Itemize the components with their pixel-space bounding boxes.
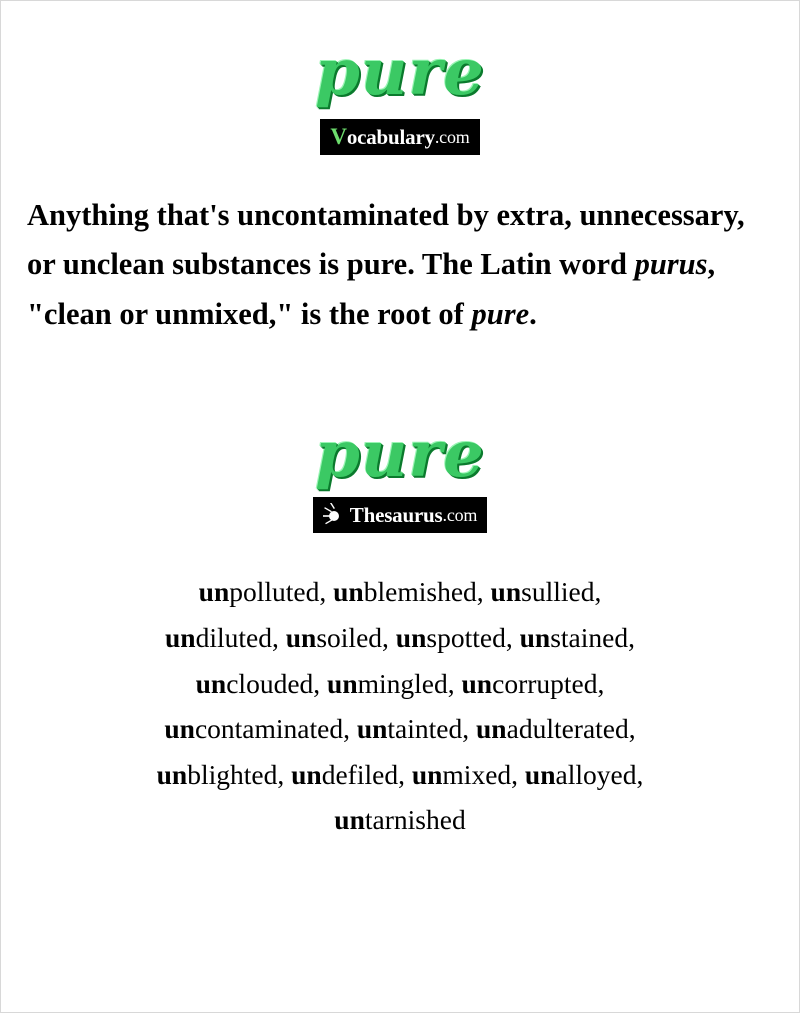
synonym-prefix: un <box>164 713 195 745</box>
synonym-separator: , <box>319 576 334 608</box>
synonym-prefix: un <box>524 758 556 790</box>
synonym-item[interactable] <box>165 622 272 653</box>
synonym-prefix: un <box>519 621 551 653</box>
synonym-stem: tainted <box>387 713 463 745</box>
synonym-stem: stained <box>550 621 629 653</box>
synonym-item[interactable] <box>357 713 462 744</box>
synonym-stem: sullied <box>521 576 595 608</box>
synonym-prefix: un <box>285 621 317 653</box>
synonym-item[interactable] <box>291 759 398 790</box>
synonym-item[interactable] <box>491 576 595 607</box>
synonym-line <box>47 569 753 615</box>
synonym-list <box>47 569 753 843</box>
thesaurus-word: Thesaurus <box>349 502 443 527</box>
vocabulary-word: ocabulary <box>346 124 435 149</box>
synonym-stem: polluted <box>229 576 320 608</box>
synonym-item[interactable] <box>525 759 637 790</box>
synonym-prefix: un <box>333 576 364 608</box>
synonym-line <box>47 661 753 707</box>
synonym-prefix: un <box>156 758 188 790</box>
synonym-separator: , <box>636 758 644 790</box>
vocabulary-com-badge[interactable] <box>320 119 479 155</box>
synonym-item[interactable] <box>199 576 320 607</box>
definition-part-2: , "clean or unmixed," is the root of <box>27 247 716 331</box>
vocabulary-domain-suffix: .com <box>434 126 470 147</box>
definition-part-1: Anything that's uncontaminated by extra, unnecessary, or unclean substances is pure. The Latin word <box>27 198 745 282</box>
synonym-separator: , <box>511 758 525 790</box>
synonym-item[interactable] <box>412 759 511 790</box>
page-title-dictionary: pure <box>315 35 485 110</box>
synonym-item[interactable] <box>333 576 477 607</box>
synonym-stem: clouded <box>226 667 314 699</box>
synonym-separator: , <box>505 621 520 653</box>
synonym-prefix: un <box>356 713 388 745</box>
page-title-thesaurus: pure <box>315 417 485 493</box>
synonym-stem: soiled <box>316 621 383 653</box>
synonym-separator: , <box>594 576 602 608</box>
synonym-item[interactable] <box>396 622 506 653</box>
synonym-separator: , <box>447 667 462 699</box>
synonym-separator: , <box>382 621 396 653</box>
definition-headword-italic: pure <box>471 296 530 331</box>
synonym-stem: defiled <box>321 758 399 790</box>
synonym-separator: , <box>476 576 491 608</box>
synonym-prefix: un <box>198 576 230 608</box>
synonym-stem: adulterated <box>506 713 629 745</box>
synonym-line <box>47 706 753 752</box>
synonym-separator: , <box>628 713 636 745</box>
synonym-stem: mixed <box>442 758 512 790</box>
synonym-item[interactable] <box>286 622 382 653</box>
synonym-line <box>47 797 753 843</box>
synonym-prefix: un <box>291 758 322 790</box>
synonym-item[interactable] <box>476 713 629 744</box>
vocabulary-lead-letter: V <box>330 124 347 149</box>
latin-root-word: purus <box>634 247 708 282</box>
synonym-item[interactable] <box>196 668 314 699</box>
synonym-stem: spotted <box>426 621 506 653</box>
synonym-separator: , <box>628 621 635 653</box>
synonym-item[interactable] <box>520 622 629 653</box>
synonym-separator: , <box>462 713 477 745</box>
synonym-separator: , <box>272 621 286 653</box>
synonym-separator: , <box>313 667 328 699</box>
synonym-stem: blighted <box>187 758 278 790</box>
synonym-prefix: un <box>334 804 365 836</box>
synonym-prefix: un <box>490 576 522 608</box>
synonym-stem: corrupted <box>492 667 598 699</box>
synonym-item[interactable] <box>327 668 448 699</box>
definition-part-3: . <box>529 296 537 331</box>
synonym-stem: alloyed <box>555 758 637 790</box>
synonym-prefix: un <box>461 667 493 699</box>
section-divider <box>1 339 799 423</box>
synonym-stem: tarnished <box>364 804 466 836</box>
thesaurus-com-badge[interactable] <box>313 497 487 533</box>
synonym-prefix: un <box>165 621 196 653</box>
synonym-prefix: un <box>476 713 507 745</box>
synonym-item[interactable] <box>157 759 278 790</box>
sunburst-icon <box>323 503 347 527</box>
synonym-line <box>47 615 753 661</box>
synonym-separator: , <box>597 667 605 699</box>
synonym-stem: diluted <box>195 621 272 653</box>
synonym-item[interactable] <box>334 804 465 835</box>
synonym-prefix: un <box>195 667 227 699</box>
synonym-prefix: un <box>411 758 443 790</box>
dictionary-block <box>1 1 799 339</box>
synonym-item[interactable] <box>164 713 343 744</box>
vocabulary-badge-wrap <box>1 105 799 155</box>
synonym-separator: , <box>398 758 412 790</box>
thesaurus-domain-suffix: .com <box>442 504 478 525</box>
synonym-line <box>47 752 753 798</box>
synonym-prefix: un <box>327 667 358 699</box>
synonym-separator: , <box>277 758 292 790</box>
synonym-prefix: un <box>395 621 427 653</box>
synonym-stem: mingled <box>357 667 448 699</box>
definition-text <box>27 191 777 339</box>
thesaurus-block <box>1 417 799 843</box>
synonym-stem: blemished <box>363 576 477 608</box>
thesaurus-badge-wrap <box>1 487 799 533</box>
synonym-stem: contaminated <box>194 713 344 745</box>
synonym-separator: , <box>343 713 357 745</box>
synonym-item[interactable] <box>462 668 598 699</box>
